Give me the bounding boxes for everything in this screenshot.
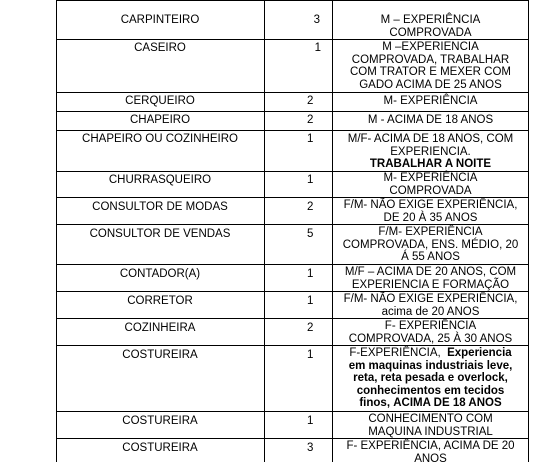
req-line: COMPROVADA — [333, 27, 528, 40]
row-divider — [56, 0, 529, 1]
req-line: Á 55 ANOS — [333, 251, 528, 264]
qty-cell: 3 — [306, 14, 320, 27]
job-title-cell: CONSULTOR DE VENDAS — [57, 228, 263, 241]
row-divider — [56, 291, 529, 292]
req-cell — [333, 347, 528, 410]
qty-cell: 1 — [307, 349, 327, 362]
req-cell — [333, 133, 528, 171]
qty-cell: 1 — [307, 268, 327, 281]
qty-cell: 1 — [307, 295, 327, 308]
req-cell — [333, 266, 528, 291]
req-line: COMPROVADA, 25 À 30 ANOS — [333, 333, 528, 346]
qty-cell: 3 — [307, 442, 327, 455]
job-title-cell: CHAPEIRO — [57, 114, 263, 127]
req-cell — [333, 199, 528, 224]
req-line — [333, 347, 528, 360]
qty-cell: 1 — [307, 133, 327, 146]
job-title-cell: COZINHEIRA — [57, 322, 263, 335]
req-line: M/F- ACIMA DE 18 ANOS, COM — [333, 133, 528, 146]
req-line: M –EXPERIENCIA — [333, 41, 528, 54]
req-cell — [333, 41, 528, 91]
row-divider — [56, 264, 529, 265]
req-text: F-EXPERIÊNCIA, — [349, 347, 440, 359]
job-title-cell: CASEIRO — [57, 42, 263, 55]
qty-cell: 2 — [307, 322, 327, 335]
job-title-cell: CARPINTEIRO — [57, 14, 263, 27]
req-line-bold: conhecimentos em tecidos — [333, 385, 528, 398]
req-line-bold: em maquinas industriais leve, — [333, 360, 528, 373]
req-cell — [333, 226, 528, 264]
qty-cell: 1 — [307, 415, 327, 428]
row-divider — [56, 345, 529, 346]
req-line-bold: reta, reta pesada e overlock, — [333, 372, 528, 385]
req-line: COMPROVADA, TRABALHAR — [333, 54, 528, 67]
qty-cell: 1 — [307, 174, 327, 187]
req-text-bold: Experiencia — [447, 347, 512, 359]
req-line: EXPERIENCIA E FORMAÇÃO — [333, 279, 528, 292]
req-cell — [333, 320, 528, 345]
req-line: M/F – ACIMA DE 20 ANOS, COM — [333, 266, 528, 279]
job-title-cell: CHURRASQUEIRO — [57, 174, 263, 187]
req-text-bold: ACIMA DE 18 ANOS — [393, 397, 501, 409]
req-line: M- EXPERIÊNCIA — [333, 172, 528, 185]
req-line: acima de 20 ANOS — [333, 306, 528, 319]
row-divider — [56, 92, 529, 93]
qty-cell: 5 — [307, 228, 327, 241]
req-line: MAQUINA INDUSTRIAL — [333, 426, 528, 439]
req-line: COMPROVADA — [333, 185, 528, 198]
req-line: GADO ACIMA DE 25 ANOS — [333, 79, 528, 92]
req-line: DE 20 À 35 ANOS — [333, 212, 528, 225]
req-cell — [333, 440, 528, 465]
row-divider — [56, 39, 529, 40]
req-line: M - ACIMA DE 18 ANOS — [333, 114, 528, 127]
row-divider — [56, 111, 529, 112]
row-divider — [56, 130, 529, 131]
row-divider — [56, 197, 529, 198]
req-cell — [333, 14, 528, 39]
job-title-cell: CHAPEIRO OU COZINHEIRO — [57, 133, 263, 146]
table-border-right — [528, 0, 529, 462]
req-line: CONHECIMENTO COM — [333, 413, 528, 426]
req-line: COM TRATOR E MEXER COM — [333, 66, 528, 79]
job-title-cell: CONSULTOR DE MODAS — [57, 201, 263, 214]
row-divider — [56, 318, 529, 319]
job-title-cell: CORRETOR — [57, 295, 263, 308]
req-line: M – EXPERIÊNCIA — [333, 14, 528, 27]
req-cell — [333, 172, 528, 197]
table-divider-qty — [264, 0, 265, 462]
req-line — [333, 397, 528, 410]
qty-cell: 2 — [307, 114, 327, 127]
req-line: F/M- NÃO EXIGE EXPERIÊNCIA, — [333, 293, 528, 306]
req-cell — [333, 95, 528, 108]
req-text-bold: finos, — [359, 397, 390, 409]
req-line-bold: TRABALHAR A NOITE — [333, 158, 528, 171]
req-line: F- EXPERIÊNCIA — [333, 320, 528, 333]
qty-cell: 2 — [307, 201, 327, 214]
qty-cell: 2 — [307, 95, 327, 108]
job-title-cell: CONTADOR(A) — [57, 268, 263, 281]
req-cell — [333, 293, 528, 318]
req-cell — [333, 413, 528, 438]
req-line: EXPERIENCIA. — [333, 146, 528, 159]
req-line: F- EXPERIÊNCIA, ACIMA DE 20 — [333, 440, 528, 453]
qty-cell: 1 — [307, 42, 321, 55]
job-title-cell: CERQUEIRO — [57, 95, 263, 108]
req-line: ANOS — [333, 453, 528, 465]
req-line: M- EXPERIÊNCIA — [333, 95, 528, 108]
row-divider — [56, 411, 529, 412]
req-line: COMPROVADA, ENS. MÉDIO, 20 — [333, 239, 528, 252]
job-title-cell: COSTUREIRA — [57, 442, 263, 455]
row-divider — [56, 438, 529, 439]
req-line: F/M- EXPERIÊNCIA — [333, 226, 528, 239]
req-cell — [333, 114, 528, 127]
row-divider — [56, 224, 529, 225]
job-title-cell: COSTUREIRA — [57, 415, 263, 428]
job-title-cell: COSTUREIRA — [57, 349, 263, 362]
req-line: F/M- NÃO EXIGE EXPERIÊNCIA, — [333, 199, 528, 212]
